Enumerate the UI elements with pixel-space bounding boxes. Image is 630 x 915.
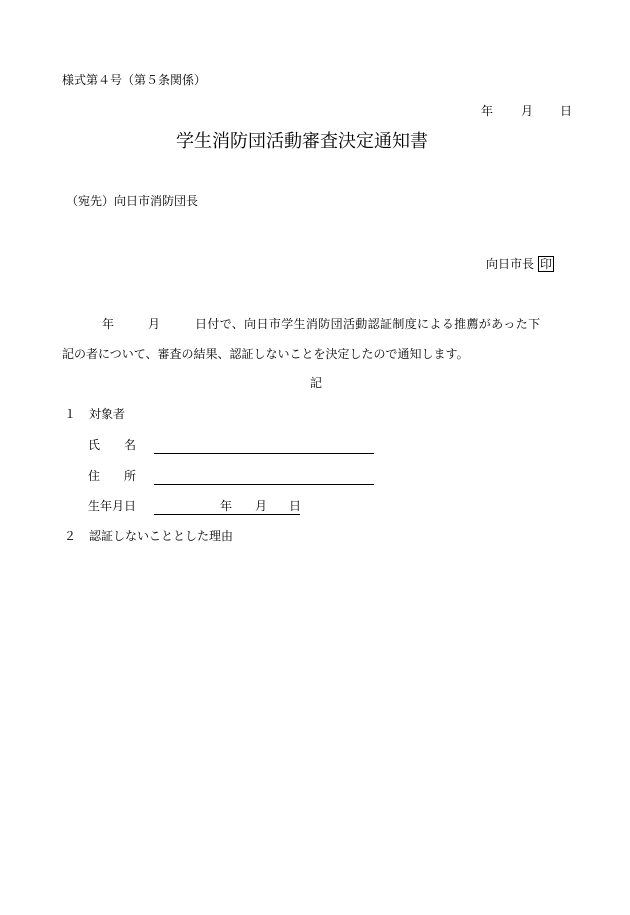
- body-month: 月: [148, 317, 161, 331]
- seal-stamp: 印: [540, 257, 553, 271]
- body-line1: 日付で、向日市学生消防団活動認証制度による推薦があった下: [195, 317, 541, 331]
- birth-day: 日: [289, 499, 302, 513]
- name-blank-line: [154, 439, 374, 454]
- birth-year: 年: [220, 499, 233, 513]
- body-line2: 記の者について、審査の結果、認証しないことを決定したので通知します。: [62, 347, 469, 361]
- ki-heading: 記: [310, 376, 323, 390]
- sender-name: 向日市長: [486, 257, 535, 271]
- sender: [486, 256, 554, 272]
- birth-month: 月: [255, 499, 268, 513]
- date-day: 日: [560, 104, 573, 118]
- form-number: 様式第４号（第５条関係）: [62, 73, 207, 87]
- date-month: 月: [521, 104, 534, 118]
- addressee: （宛先）向日市消防団長: [66, 194, 199, 208]
- body-year: 年: [102, 317, 115, 331]
- section2-number: ２: [64, 529, 77, 543]
- address-blank-line: [154, 470, 374, 485]
- document-title: 学生消防団活動審査決定通知書: [176, 131, 428, 152]
- section1-number: １: [64, 407, 77, 421]
- date-year: 年: [481, 104, 494, 118]
- address-label: 住 所: [88, 469, 137, 483]
- section2-label: 認証しないこととした理由: [89, 529, 234, 543]
- name-label: 氏 名: [88, 438, 137, 452]
- birthdate-label: 生年月日: [88, 499, 137, 513]
- section1-label: 対象者: [89, 407, 126, 421]
